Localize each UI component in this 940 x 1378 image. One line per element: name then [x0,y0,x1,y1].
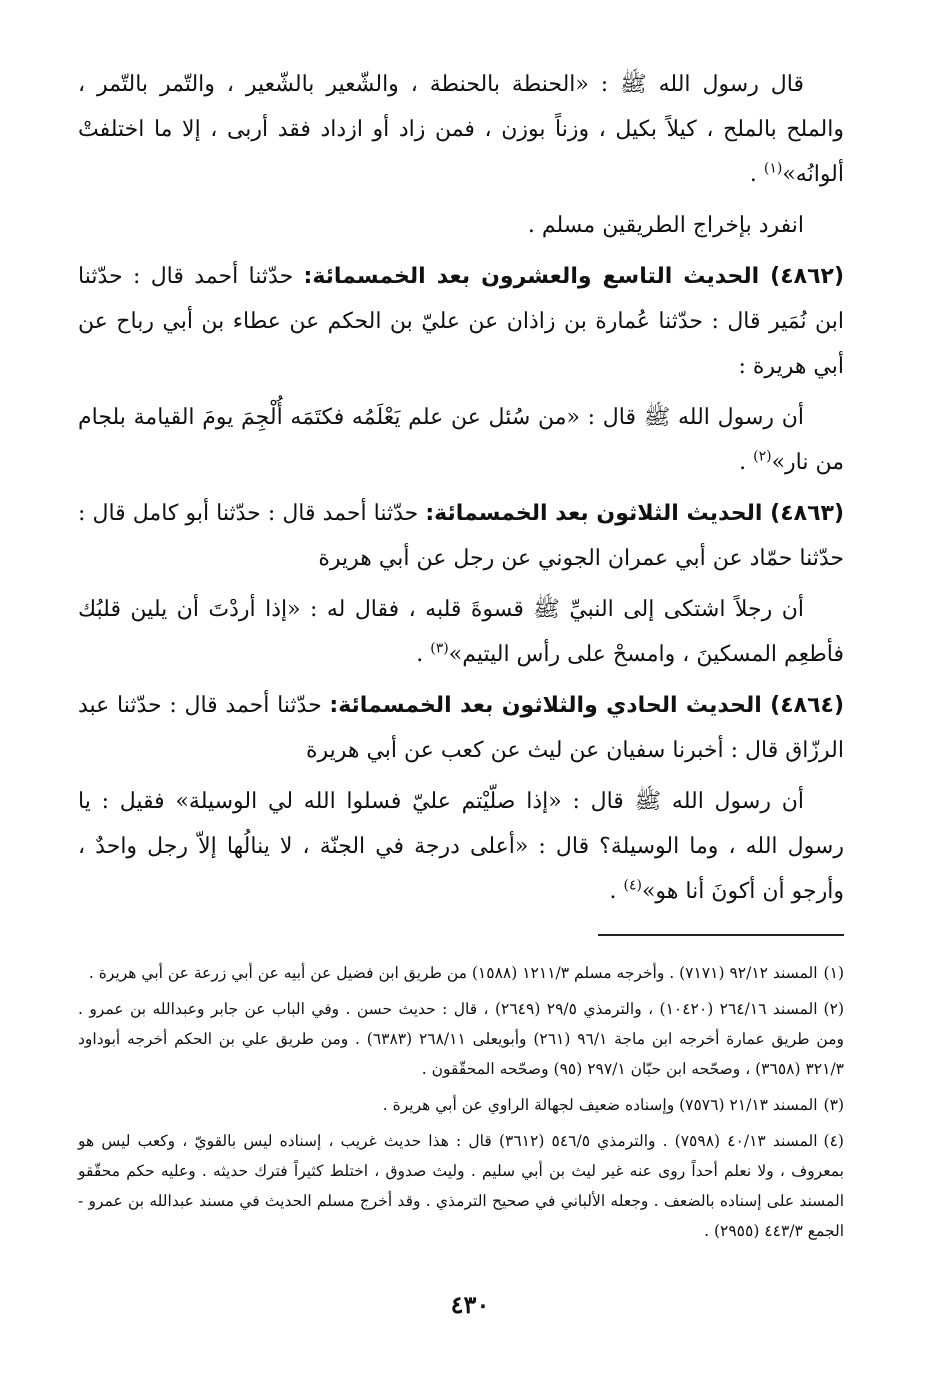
hadith-title: (٤٨٦٤) الحديث الحادي والثلاثون بعد الخمسمائة: [329,693,844,718]
footnote-4 [78,1126,844,1246]
hadith-4862-header [78,254,844,389]
footnote-number: (٣) [823,1096,844,1114]
footnote-divider [598,934,844,936]
footnotes [78,958,844,1246]
hadith-text: أن رجلاً اشتكى إلى النبيِّ ﷺ قسوةَ قلبه ، فقال له : «إذا أردْتَ أن يلين قلبُك فأطعِم المسكينَ ، وامسحْ على رأس اليتيم» [78,597,844,667]
footnote-divider-wrap [78,920,844,958]
footnote-text: المسند ٢١/١٣ (٧٥٧٦) وإسناده ضعيف لجهالة الراوي عن أبي هريرة . [382,1096,818,1114]
hadith-title: (٤٨٦٣) الحديث الثلاثون بعد الخمسمائة: [425,501,844,526]
footnote-number: (١) [823,964,844,982]
hadith-4864-header [78,683,844,773]
sentence-end: . [739,450,754,475]
hadith-text: أن رسول الله ﷺ قال : «إذا صلّيْتم عليّ فسلوا الله لي الوسيلة» فقيل : يا رسول الله ، وما الوسيلة؟ قال : «أعلى درجة في الجنّة ، لا ينالُها إلاّ رجل واحدٌ ، وأرجو أن أكونَ أنا هو» [78,789,844,904]
footnote-ref: (٢) [753,448,772,465]
sentence-end: . [416,642,431,667]
paragraph-hadith-text [78,62,844,197]
sentence-end: . [609,879,624,904]
hadith-4862-body [78,395,844,485]
hadith-text: أن رسول الله ﷺ قال : «من سُئل عن علم يَعْلَمُه فكتَمَه أُلْجِمَ يومَ القيامة بلجام من نار» [78,405,844,475]
footnote-3 [78,1090,844,1120]
hadith-4863-body [78,587,844,677]
footnote-number: (٢) [823,1000,844,1018]
footnote-text: المسند ٢٦٤/١٦ (١٠٤٢٠) ، والترمذي ٢٩/٥ (٢٦٤٩) ، قال : حديث حسن . وفي الباب عن جابر وعبدالله بن عمرو . ومن طريق عمارة أخرجه ابن ماجة ٩٦/١ (٢٦١) وأبويعلى ٢٦٨/١١ (٦٣٨٣) . ومن طريق علي بن الحكم أخرجه أبوداود ٣٢١/٣ (٣٦٥٨) ، وصحّحه ابن حبّان ٢٩٧/١ (٩٥) وصحّحه المحقّقون . [78,1000,844,1078]
main-text [78,62,844,914]
sentence-end: . [749,162,764,187]
footnote-2 [78,994,844,1084]
footnote-number: (٤) [823,1132,844,1150]
footnote-ref: (٣) [430,640,449,657]
footnote-text: المسند ٤٠/١٣ (٧٥٩٨) . والترمذي ٥٤٦/٥ (٣٦١٢) قال : هذا حديث غريب ، إسناده ليس بالقويّ ، وكعب ليس هو بمعروف ، ولا نعلم أحداً روى عنه غير ليث بن أبي سليم . وليث صدوق ، اختلط كثيراً فترك حديثه . وعليه حكم محقّقو المسند على إسناده بالضعف . وجعله الألباني في صحيح الترمذي . وقد أخرج مسلم الحديث في مسند عبدالله بن عمرو - الجمع ٤٤٣/٣ (٢٩٥٥) . [78,1132,844,1240]
hadith-4863-header [78,491,844,581]
hadith-4864-body [78,779,844,914]
footnote-text: المسند ٩٢/١٢ (٧١٧١) . وأخرجه مسلم ١٢١١/٣ (١٥٨٨) من طريق ابن فضيل عن أبيه عن أبي زرعة عن أبي هريرة . [88,964,818,982]
page-number: ٤٣٠ [450,1290,490,1319]
hadith-chain: حدّثنا أحمد قال : حدّثنا ابن نُمَير قال : حدّثنا عُمارة بن زاذان عن عليّ بن الحكم عن عطاء بن أبي رباح عن أبي هريرة : [78,264,844,379]
hadith-chain: حدّثنا أحمد قال : حدّثنا أبو كامل قال : حدّثنا حمّاد عن أبي عمران الجوني عن رجل عن أبي هريرة [78,501,844,571]
hadith-text: قال رسول الله ﷺ : «الحنطة بالحنطة ، والشّعير بالشّعير ، والتّمر بالتّمر ، والملح بالملح ، كيلاً بكيل ، وزناً بوزن ، فمن زاد أو ازداد فقد أربى ، إلا ما اختلفتْ ألوانُه» [78,72,844,187]
hadith-chain: حدّثنا أحمد قال : حدّثنا عبد الرزّاق قال : أخبرنا سفيان عن ليث عن كعب عن أبي هريرة [78,693,844,763]
paragraph-note [78,203,844,248]
footnote-ref: (١) [763,160,783,177]
hadith-title: (٤٨٦٢) الحديث التاسع والعشرون بعد الخمسمائة: [303,264,844,289]
note-text: انفرد بإخراج الطريقين مسلم . [527,213,804,238]
footnote-ref: (٤) [623,877,642,894]
footnote-1 [78,958,844,988]
